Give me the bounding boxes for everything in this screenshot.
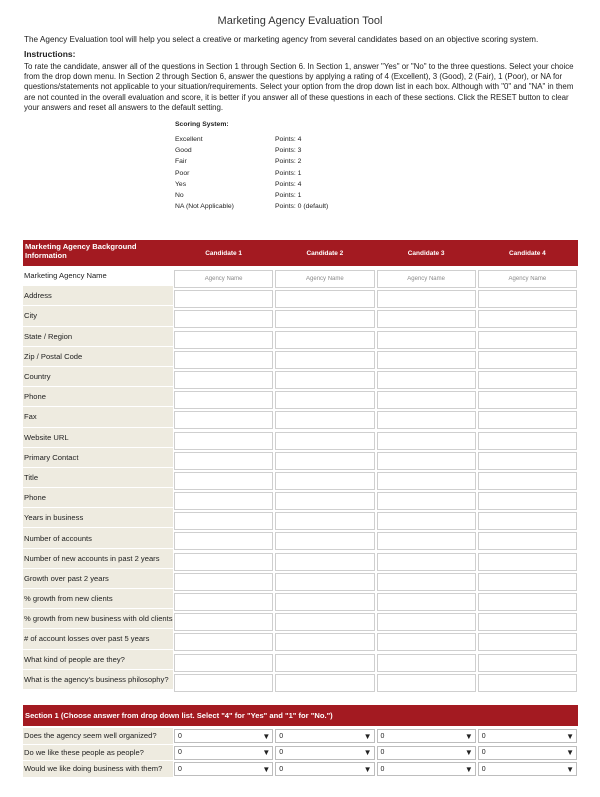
table-row	[23, 448, 578, 468]
table-row	[23, 528, 578, 548]
instructions-heading: Instructions:	[24, 49, 76, 59]
dropdown-value: 0	[481, 765, 486, 773]
candidate-1-input[interactable]	[174, 674, 273, 692]
row-label: Address	[23, 286, 173, 306]
dropdown-value: 0	[481, 732, 486, 740]
scoring-points: Points: 4	[275, 136, 302, 144]
table-row	[23, 306, 578, 326]
dropdown-arrow-icon: ▼	[262, 731, 271, 741]
dropdown-value: 0	[380, 732, 385, 740]
question-label: Does the agency seem well organized?	[23, 728, 173, 745]
table-row	[23, 428, 578, 448]
scoring-row	[175, 158, 600, 169]
row-label: City	[23, 306, 173, 326]
section1-table	[23, 728, 578, 778]
dropdown-value: 0	[178, 749, 182, 756]
dropdown-arrow-icon: ▼	[464, 731, 473, 741]
row-label: Title	[23, 468, 173, 488]
question-row	[23, 745, 578, 762]
dropdown-value: 0	[279, 749, 284, 756]
row-label: Phone	[23, 387, 173, 407]
row-label: # of account losses over past 5 years	[23, 629, 173, 649]
background-info-table	[23, 240, 578, 690]
dropdown-arrow-icon: ▼	[262, 764, 271, 774]
scoring-points: Points: 1	[275, 191, 302, 199]
question-row	[23, 761, 578, 778]
row-label: Zip / Postal Code	[23, 347, 173, 367]
row-label: Years in business	[23, 508, 173, 528]
question-label: Do we like these people as people?	[23, 745, 173, 762]
scoring-row	[175, 192, 600, 203]
instructions-text: To rate the candidate, answer all of the questions in Section 1 through Section 6. In Section 1, answer "Yes" or "No" to the three questions. Select your choice from the drop down menu. In Section 2 through Section 6, answer the questions by applying a rating of 4 (Excellent), 3 (Good), 2 (Fair), 1 (Poor), or NA for questions/statements not applicable to your situation/requirements. Select your option from the drop down list in each box. Although with "0" and "NA" in them are not counted in the overall evaluation and score, it is better if you answer all of these questions in each of these sections. Click the RESET button to clear your answers and reset all answers to the default setting.	[24, 62, 574, 112]
scoring-row	[175, 181, 600, 192]
table-row	[23, 347, 578, 367]
table-row	[23, 407, 578, 427]
scoring-points: Points: 2	[275, 158, 302, 166]
table-row	[23, 629, 578, 649]
scoring-points: Points: 3	[275, 147, 302, 155]
row-label: % growth from new business with old clients	[23, 609, 173, 629]
scoring-label: No	[175, 191, 184, 199]
dropdown-arrow-icon: ▼	[262, 748, 271, 757]
intro-text: The Agency Evaluation tool will help you select a creative or marketing agency from several candidates based on an objective scoring system.	[24, 35, 539, 44]
table-row	[23, 508, 578, 528]
dropdown-value: 0	[380, 765, 385, 773]
dropdown-value: 0	[380, 749, 385, 756]
row-label: Number of new accounts in past 2 years	[23, 549, 173, 569]
scoring-label: Excellent	[175, 136, 203, 144]
dropdown-arrow-icon: ▼	[566, 764, 574, 774]
candidate-3-header: Candidate 3	[407, 250, 445, 257]
table-row	[23, 569, 578, 589]
scoring-row	[175, 170, 600, 181]
row-label: % growth from new clients	[23, 589, 173, 609]
row-label: Phone	[23, 488, 173, 508]
row-label: Number of accounts	[23, 528, 173, 548]
dropdown-arrow-icon: ▼	[363, 764, 372, 774]
scoring-points: Points: 1	[275, 169, 302, 177]
candidate-4-input[interactable]	[478, 674, 577, 692]
dropdown-arrow-icon: ▼	[363, 731, 372, 741]
candidate-4-answer-dropdown[interactable]	[478, 746, 577, 760]
dropdown-value: 0	[279, 732, 284, 740]
table-row	[23, 367, 578, 387]
row-label: Website URL	[23, 428, 173, 448]
scoring-row	[175, 147, 600, 158]
candidate-3-answer-dropdown[interactable]	[377, 746, 476, 760]
candidate-4-header: Candidate 4	[508, 250, 546, 257]
table-row	[23, 549, 578, 569]
row-label: Marketing Agency Name	[23, 266, 173, 286]
scoring-row	[175, 136, 600, 147]
dropdown-value: 0	[481, 749, 486, 756]
row-label: Country	[23, 367, 173, 387]
table-row	[23, 488, 578, 508]
candidate-3-answer-dropdown[interactable]	[377, 729, 476, 743]
dropdown-arrow-icon: ▼	[363, 748, 372, 757]
table-row	[23, 589, 578, 609]
table-row	[23, 387, 578, 407]
candidate-1-answer-dropdown[interactable]	[174, 762, 273, 776]
dropdown-arrow-icon: ▼	[566, 748, 574, 757]
candidate-1-answer-dropdown[interactable]	[174, 729, 273, 743]
candidate-1-answer-dropdown[interactable]	[174, 746, 273, 760]
scoring-points: Points: 0 (default)	[275, 203, 329, 211]
table-row	[23, 266, 578, 286]
candidate-1-header: Candidate 1	[205, 250, 243, 257]
row-label: What kind of people are they?	[23, 650, 173, 670]
candidate-3-answer-dropdown[interactable]	[377, 762, 476, 776]
dropdown-arrow-icon: ▼	[464, 748, 473, 757]
table-row	[23, 286, 578, 306]
scoring-label: Good	[175, 147, 192, 155]
candidate-4-answer-dropdown[interactable]	[478, 729, 577, 743]
dropdown-value: 0	[178, 732, 182, 740]
candidate-2-answer-dropdown[interactable]	[275, 762, 374, 776]
row-label: What is the agency's business philosophy?	[23, 670, 173, 690]
candidate-4-answer-dropdown[interactable]	[478, 762, 577, 776]
scoring-label: Fair	[175, 158, 187, 166]
table-row	[23, 670, 578, 690]
dropdown-arrow-icon: ▼	[464, 764, 473, 774]
table-row	[23, 609, 578, 629]
scoring-points: Points: 4	[275, 180, 302, 188]
dropdown-value: 0	[279, 765, 284, 773]
dropdown-value: 0	[178, 765, 182, 773]
question-row	[23, 728, 578, 745]
row-label: State / Region	[23, 327, 173, 347]
scoring-label: Yes	[175, 180, 187, 188]
candidate-2-header: Candidate 2	[306, 250, 344, 257]
candidate-3-input[interactable]	[377, 674, 476, 692]
table-header-label: Marketing Agency Background Information	[25, 242, 137, 260]
candidate-2-answer-dropdown[interactable]	[275, 729, 374, 743]
section1-heading: Section 1 (Choose answer from drop down list. Select "4" for "Yes" and "1" for "No.")	[23, 705, 578, 726]
scoring-system	[175, 121, 600, 214]
table-row	[23, 327, 578, 347]
row-label: Primary Contact	[23, 448, 173, 468]
table-header	[23, 240, 578, 266]
table-row	[23, 650, 578, 670]
table-row	[23, 468, 578, 488]
scoring-label: Poor	[175, 169, 190, 177]
scoring-label: NA (Not Applicable)	[175, 203, 234, 211]
page-title: Marketing Agency Evaluation Tool	[217, 15, 383, 27]
row-label: Growth over past 2 years	[23, 569, 173, 589]
scoring-row	[175, 203, 600, 214]
candidate-2-input[interactable]	[275, 674, 374, 692]
dropdown-arrow-icon: ▼	[566, 731, 574, 741]
question-label: Would we like doing business with them?	[23, 761, 173, 778]
row-label: Fax	[23, 407, 173, 427]
candidate-2-answer-dropdown[interactable]	[275, 746, 374, 760]
scoring-heading: Scoring System:	[175, 121, 229, 129]
